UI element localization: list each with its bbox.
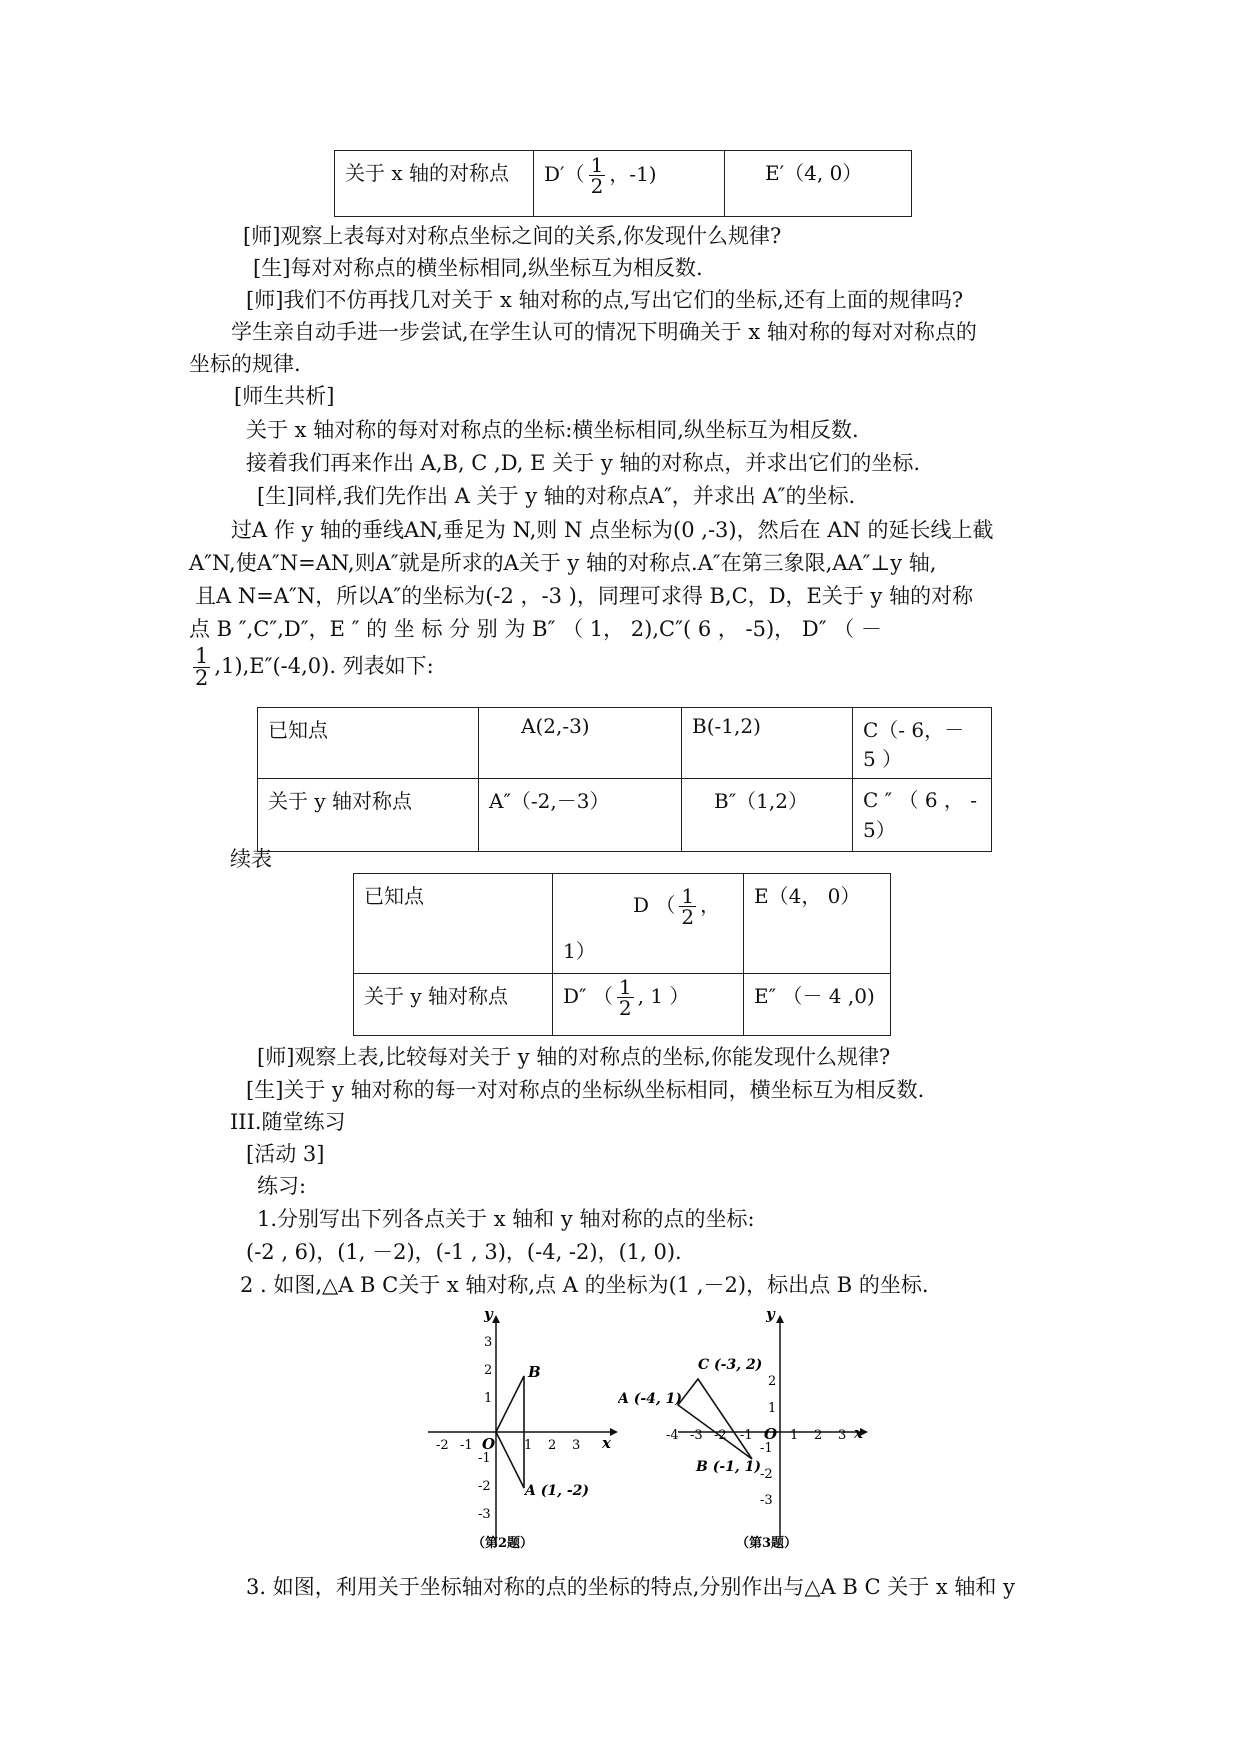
origin-label: O [482,1435,496,1453]
y-tick-label: 1 [484,1391,493,1406]
text-line: 续表 [230,847,272,871]
point-b-label: B [528,1363,541,1381]
y1-r2-c1: 关于 y 轴对称点 [258,779,479,852]
figure-caption: （第2题） [472,1536,534,1551]
point-a-label: A (-4, 1) [618,1391,683,1407]
fraction-half: $\frac{1}{2}$ [618,975,632,1020]
fraction-half: $\frac{1}{2}$ [590,153,604,198]
text-line: [师]我们不仿再找几对关于 x 轴对称的点,写出它们的坐标,还有上面的规律吗? [246,288,964,312]
y-tick-label: -3 [478,1507,491,1522]
x-table-e: E′（4, 0） [725,151,912,217]
y1-r2-c4: C ″ （ 6 ， - 5） [853,779,992,852]
fraction-half: $\frac{1}{2}$ [195,644,209,690]
text-line: $\frac{1}{2}$ ,1),E″(-4,0). 列表如下: [195,644,434,690]
x-label: x [602,1434,611,1452]
y2-r2-c3: E″ （－ 4 ,0) [744,974,891,1036]
text-line: 1.分别写出下列各点关于 x 轴和 y 轴对称的点的坐标: [257,1207,755,1231]
text-line: [师]观察上表,比较每对关于 y 轴的对称点的坐标,你能发现什么规律? [257,1045,891,1069]
y-tick-label: -2 [760,1467,773,1482]
text-line: A″N,使A″N=AN,则A″就是所求的A关于 y 轴的对称点.A″在第三象限,AA″⊥y 轴, [189,551,937,575]
text-line: (-2 , 6)，(1, －2)，(-1 , 3)，(-4, -2)，(1, 0). [246,1240,682,1264]
y1-r2-c2: A″（-2,－3） [479,779,682,852]
x-tick-label: 2 [814,1428,823,1443]
x-tick-label: -4 [666,1428,679,1443]
x-label: x [854,1424,863,1442]
y-tick-label: 3 [484,1335,493,1350]
x-tick-label: 1 [790,1428,799,1443]
x-tick-label: -2 [436,1438,449,1453]
fraction-half: $\frac{1}{2}$ [681,884,695,929]
text-line: [生]关于 y 轴对称的每一对对称点的坐标纵坐标相同，横坐标互为相反数. [246,1078,925,1102]
y-label: y [766,1305,775,1323]
text-line: [师]观察上表每对对称点坐标之间的关系,你发现什么规律? [243,224,782,248]
y-tick-label: -3 [760,1493,773,1508]
figure-2 [420,1305,620,1555]
y2-r1-c3: E（4， 0） [744,874,891,974]
text-line: 且A N=A″N，所以A″的坐标为(-2 ，-3 )，同理可求得 B,C，D，E关于 y 轴的对称 [195,584,974,608]
triangle-abc [678,1379,752,1459]
x-table-label: 关于 x 轴的对称点 [335,151,534,217]
y1-r1-c2: A(2,-3) [479,708,682,779]
point-b-label: B (-1, 1) [696,1459,761,1475]
text-line: 点 B ″,C″,D″，E ″ 的 坐 标 分 别 为 B″ （ 1， 2),C″( 6 ， -5)， D″ （ － [189,617,882,641]
y-tick-label: 2 [484,1363,493,1378]
y2-r2-c2: D″ （ $\frac{1}{2}$ , 1 ） [553,974,744,1036]
x-tick-label: 3 [838,1428,847,1443]
text-line: 练习: [257,1174,307,1198]
y1-r1-c4: C（- 6，－ 5 ） [853,708,992,779]
x-tick-label: -2 [714,1428,727,1443]
text-line: 3. 如图，利用关于坐标轴对称的点的坐标的特点,分别作出与△A B C 关于 x 轴和 y [246,1575,1015,1599]
x-tick-label: 2 [548,1438,557,1453]
x-tick-label: 3 [572,1438,581,1453]
origin-label: O [764,1425,778,1443]
text-line: 学生亲自动手进一步尝试,在学生认可的情况下明确关于 x 轴对称的每对对称点的 [231,320,977,344]
y1-r2-c3: B″（1,2） [682,779,853,852]
y-tick-label: 2 [768,1374,777,1389]
y2-r1-c2: D （ $\frac{1}{2}$ ， 1） [553,874,744,974]
x-tick-label: -3 [690,1428,703,1443]
y-axis-arrow [776,1315,784,1323]
y-tick-label: 1 [768,1401,777,1416]
y-tick-label: -2 [478,1479,491,1494]
point-a-label: A (1, -2) [525,1483,590,1499]
figure-caption: （第3题） [736,1536,798,1551]
x-axis-table [334,150,912,217]
point-c-label: C (-3, 2) [698,1357,763,1373]
text-line: [师生共析] [234,384,335,408]
y-axis-arrow [492,1315,500,1323]
x-table-d: D′（ $\frac{1}{2}$ ，-1) [534,151,725,217]
x-axis-arrow [610,1428,618,1436]
y-axis-table-2 [353,873,891,1036]
text-line: [生]每对对称点的横坐标相同,纵坐标互为相反数. [253,256,703,280]
text-line: 关于 x 轴对称的每对对称点的坐标:横坐标相同,纵坐标互为相反数. [246,418,859,442]
text-line: 2 . 如图,△A B C关于 x 轴对称,点 A 的坐标为(1 ,－2)，标出点 B 的坐标. [240,1273,929,1297]
y2-r2-c1: 关于 y 轴对称点 [354,974,553,1036]
x-tick-label: -1 [460,1438,473,1453]
x-tick-label: 1 [524,1438,533,1453]
y1-r1-c3: B(-1,2) [682,708,853,779]
text-line: 坐标的规律. [189,352,301,376]
y-tick-label: -1 [478,1451,491,1466]
text-line: [生]同样,我们先作出 A 关于 y 轴的对称点A″，并求出 A″的坐标. [257,484,856,508]
text-line: [活动 3] [246,1142,325,1166]
y-axis-table-1 [257,707,992,852]
y1-r1-c1: 已知点 [258,708,479,779]
text-line: 过A 作 y 轴的垂线AN,垂足为 N,则 N 点坐标为(0 ,-3)，然后在 AN 的延长线上截 [231,518,994,542]
text-line: 接着我们再来作出 A,B, C ,D, E 关于 y 轴的对称点，并求出它们的坐标. [246,451,921,475]
y2-r1-c1: 已知点 [354,874,553,974]
x-tick-label: -1 [740,1428,753,1443]
y-label: y [484,1305,493,1323]
figure-3 [618,1305,878,1555]
y-tick-label: -1 [760,1441,773,1456]
text-line: III.随堂练习 [230,1110,346,1134]
